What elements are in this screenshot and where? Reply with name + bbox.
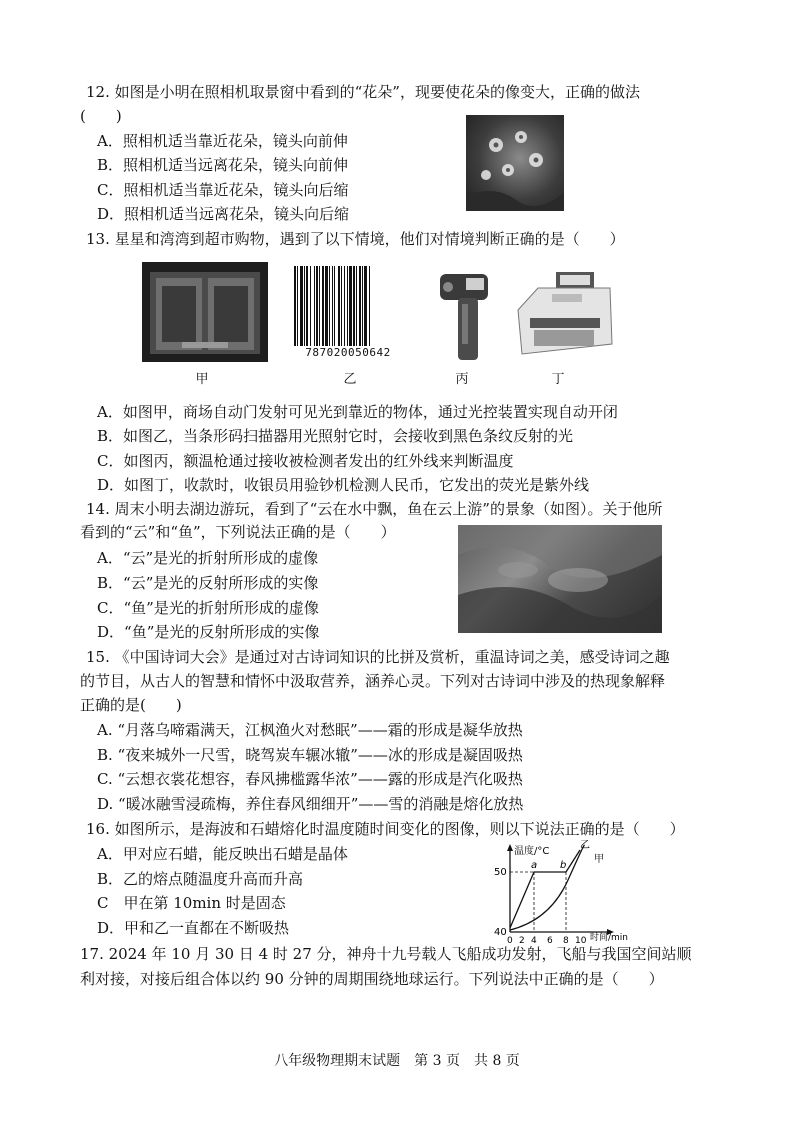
barcode-bar bbox=[364, 266, 367, 346]
barcode-number: 787020050642 bbox=[305, 346, 391, 359]
barcode-bar bbox=[332, 266, 333, 346]
graph-xtick-2: 2 bbox=[519, 936, 525, 944]
barcode-bar bbox=[325, 266, 328, 346]
graph-curve-jia: 甲 bbox=[594, 854, 604, 865]
q16-stem: 16. 如图所示，是海波和石蜡熔化时温度随时间变化的图像，则以下说法正确的是（ ） bbox=[86, 820, 685, 838]
money-detector-image bbox=[512, 270, 616, 362]
barcode-bar bbox=[316, 266, 318, 346]
barcode-bar bbox=[314, 266, 315, 346]
caption-jia: 甲 bbox=[195, 372, 209, 387]
q16-option-c: C 甲在第 10min 时是固态 bbox=[97, 894, 286, 912]
barcode-bars bbox=[292, 266, 404, 348]
barcode-bar bbox=[300, 266, 303, 346]
barcode-bar bbox=[294, 266, 296, 346]
barcode-bar bbox=[297, 266, 298, 346]
q15-stem-line1: 15. 《中国诗词大会》是通过对古诗词知识的比拼及赏析，重温诗词之美，感受诗词之趣 bbox=[86, 648, 670, 666]
q17-stem-line2: 利对接，对接后组合体以约 90 分钟的周期围绕地球运行。下列说法中正确的是（ ） bbox=[80, 970, 664, 988]
graph-xtick-4: 4 bbox=[531, 936, 537, 944]
graph-ytick-40: 40 bbox=[494, 927, 507, 938]
graph-xtick-8: 8 bbox=[563, 936, 569, 944]
q13-option-a: A．如图甲，商场自动门发射可见光到靠近的物体，通过光控装置实现自动开闭 bbox=[97, 403, 618, 421]
barcode-bar bbox=[347, 266, 348, 346]
graph-point-b: b bbox=[560, 860, 567, 871]
graph-ylabel: 温度/°C bbox=[514, 846, 550, 857]
q12-option-c: C．照相机适当靠近花朵，镜头向后缩 bbox=[97, 181, 349, 199]
caption-yi: 乙 bbox=[343, 372, 357, 387]
caption-ding: 丁 bbox=[551, 372, 565, 387]
q14-option-d: D．“鱼”是光的反射所形成的实像 bbox=[97, 623, 320, 641]
barcode-bar bbox=[322, 266, 324, 346]
barcode-bar bbox=[369, 266, 370, 346]
barcode-bar bbox=[338, 266, 340, 346]
q16-option-d: D．甲和乙一直都在不断吸热 bbox=[97, 919, 290, 937]
q12-stem-line1: 12. 如图是小明在照相机取景窗中看到的“花朵”，现要使花朵的像变大，正确的做法 bbox=[86, 83, 640, 101]
barcode-bar bbox=[341, 266, 342, 346]
q12-option-a: A．照相机适当靠近花朵，镜头向前伸 bbox=[97, 132, 348, 150]
barcode-bar bbox=[304, 266, 305, 346]
page-footer: 八年级物理期末试题 第 3 页 共 8 页 bbox=[274, 1053, 520, 1069]
graph-xtick-0: 0 bbox=[507, 936, 513, 944]
q15-option-a: A. “月落乌啼霜满天，江枫渔火对愁眠”——霜的形成是凝华放热 bbox=[97, 721, 523, 739]
barcode-bar bbox=[362, 266, 363, 346]
barcode-bar bbox=[344, 266, 345, 346]
q14-option-a: A．“云”是光的折射所形成的虚像 bbox=[97, 549, 319, 567]
q14-stem-line1: 14. 周末小明去湖边游玩，看到了“云在水中飘，鱼在云上游”的景象（如图）。关于他所 bbox=[86, 500, 663, 518]
graph-xlabel: 时间/min bbox=[590, 933, 629, 943]
q15-option-c: C. “云想衣裳花想容，春风拂槛露华浓”——露的形成是汽化吸热 bbox=[97, 770, 523, 788]
barcode-bar bbox=[349, 266, 352, 346]
graph-xtick-6: 6 bbox=[547, 936, 553, 944]
q12-option-d: D．照相机适当远离花朵，镜头向后缩 bbox=[97, 205, 350, 223]
barcode-bar bbox=[334, 266, 335, 346]
q15-stem-line3: 正确的是( ) bbox=[80, 696, 182, 714]
q14-stem-line2: 看到的“云”和“鱼”，下列说法正确的是（ ） bbox=[80, 523, 396, 541]
barcode-bar bbox=[310, 266, 311, 346]
automatic-door-photo bbox=[142, 262, 268, 362]
flower-photo bbox=[466, 115, 564, 211]
infrared-thermometer-image bbox=[436, 268, 492, 364]
graph-ytick-50: 50 bbox=[494, 867, 507, 878]
q15-stem-line2: 的节目，从古人的智慧和情怀中汲取营养，涵养心灵。下列对古诗词中涉及的热现象解释 bbox=[80, 672, 666, 690]
graph-point-a: a bbox=[531, 860, 538, 871]
barcode-bar bbox=[356, 266, 357, 346]
q14-option-c: C．“鱼”是光的折射所形成的虚像 bbox=[97, 599, 319, 617]
barcode-bar bbox=[353, 266, 355, 346]
q14-option-b: B．“云”是光的反射所形成的实像 bbox=[97, 574, 319, 592]
q13-option-b: B．如图乙，当条形码扫描器用光照射它时，会接收到黑色条纹反射的光 bbox=[97, 427, 574, 445]
q13-stem: 13. 星星和湾湾到超市购物，遇到了以下情境，他们对情境判断正确的是（ ） bbox=[86, 230, 625, 248]
q16-option-b: B．乙的熔点随温度升高而升高 bbox=[97, 870, 304, 888]
barcode-bar bbox=[329, 266, 330, 346]
barcode-bar bbox=[319, 266, 320, 346]
cloud-fish-photo bbox=[458, 525, 662, 633]
melting-graph bbox=[480, 840, 680, 944]
caption-bing: 丙 bbox=[455, 372, 469, 387]
graph-curve-yi: 乙 bbox=[580, 840, 590, 851]
q17-stem-line1: 17. 2024 年 10 月 30 日 4 时 27 分，神舟十九号载人飞船成功发射，飞船与我国空间站顺 bbox=[80, 945, 692, 963]
barcode-bar bbox=[359, 266, 361, 346]
q12-stem-line2: ( ) bbox=[80, 107, 122, 125]
q15-option-b: B. “夜来城外一尺雪，晓驾炭车辗冰辙”——冰的形成是凝固吸热 bbox=[97, 746, 523, 764]
graph-xtick-10: 10 bbox=[575, 936, 587, 944]
q15-option-d: D. “暖冰融雪浸疏梅，养住春风细细开”——雪的消融是熔化放热 bbox=[97, 795, 524, 813]
barcode-image bbox=[292, 266, 404, 362]
q16-option-a: A．甲对应石蜡，能反映出石蜡是晶体 bbox=[97, 845, 348, 863]
q13-option-c: C．如图丙，额温枪通过接收被检测者发出的红外线来判断温度 bbox=[97, 452, 514, 470]
q12-option-b: B．照相机适当远离花朵，镜头向前伸 bbox=[97, 156, 349, 174]
q13-option-d: D．如图丁，收款时，收银员用验钞机检测人民币，它发出的荧光是紫外线 bbox=[97, 476, 590, 494]
barcode-bar bbox=[306, 266, 308, 346]
